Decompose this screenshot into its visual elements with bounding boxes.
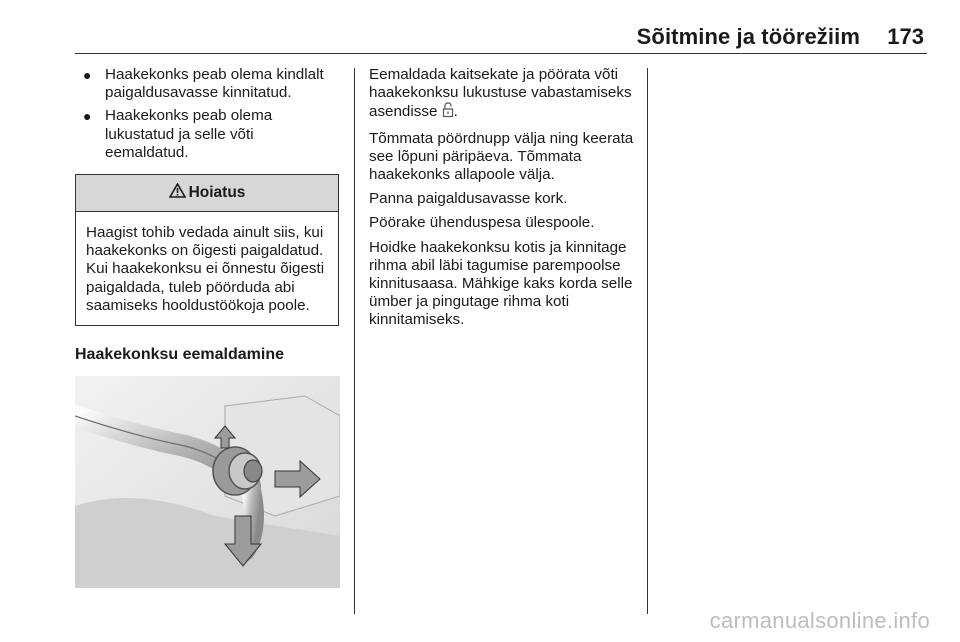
bullet-item bbox=[75, 66, 341, 102]
bullet-icon: ● bbox=[83, 67, 92, 83]
paragraph bbox=[369, 66, 639, 124]
tow-hook-illustration bbox=[75, 376, 340, 588]
paragraph: Pöörake ühenduspesa ülespoole. bbox=[369, 214, 595, 232]
paragraph: Panna paigaldusavasse kork. bbox=[369, 190, 568, 208]
unlocked-padlock-icon bbox=[442, 102, 454, 123]
paragraph-text: Eemaldada kaitsekate ja pöörata võti haakekonksu lukustuse vabastamiseks asendisse bbox=[369, 66, 632, 121]
header-divider bbox=[75, 53, 927, 54]
paragraph: Tõmmata pöördnupp välja ning keerata see lõpuni päripäeva. Tõmmata haakekonks allapoole välja. bbox=[369, 129, 634, 184]
paragraph-text: . bbox=[453, 103, 458, 121]
section-heading: Haakekonksu eemaldamine bbox=[75, 346, 284, 364]
bullet-text: Haakekonks peab olema kindlalt paigaldusavasse kinnitatud. bbox=[105, 66, 324, 102]
warning-triangle-icon bbox=[169, 183, 186, 203]
column-divider-left bbox=[354, 68, 355, 614]
watermark: carmanualsonline.info bbox=[709, 608, 930, 633]
column-divider-right bbox=[647, 68, 648, 614]
page-title: Sõitmine ja töörežiim bbox=[636, 24, 860, 49]
bullet-text: Haakekonks peab olema lukustatud ja selle võti eemaldatud. bbox=[105, 107, 273, 161]
warning-text: Haagist tohib vedada ainult siis, kui haakekonks on õigesti paigaldatud. Kui haakekonksu ei õnnestu õigesti paigaldada, tuleb pöörduda abi saamiseks hooldustöökoja poole. bbox=[86, 224, 325, 314]
right-column bbox=[369, 66, 639, 336]
warning-title: Hoiatus bbox=[188, 183, 246, 201]
warning-header bbox=[76, 175, 338, 212]
bullet-item bbox=[75, 107, 341, 162]
left-column bbox=[75, 66, 341, 588]
page-number: 173 bbox=[887, 24, 924, 49]
warning-box bbox=[75, 174, 339, 326]
paragraph: Hoidke haakekonksu kotis ja kinnitage rihma abil läbi tagumise parempoolse kinnitusaasa. Mähkige kaks korda selle ümber ja pingutage rihma koti kinnitamiseks. bbox=[369, 238, 633, 329]
bullet-icon: ● bbox=[83, 108, 92, 125]
